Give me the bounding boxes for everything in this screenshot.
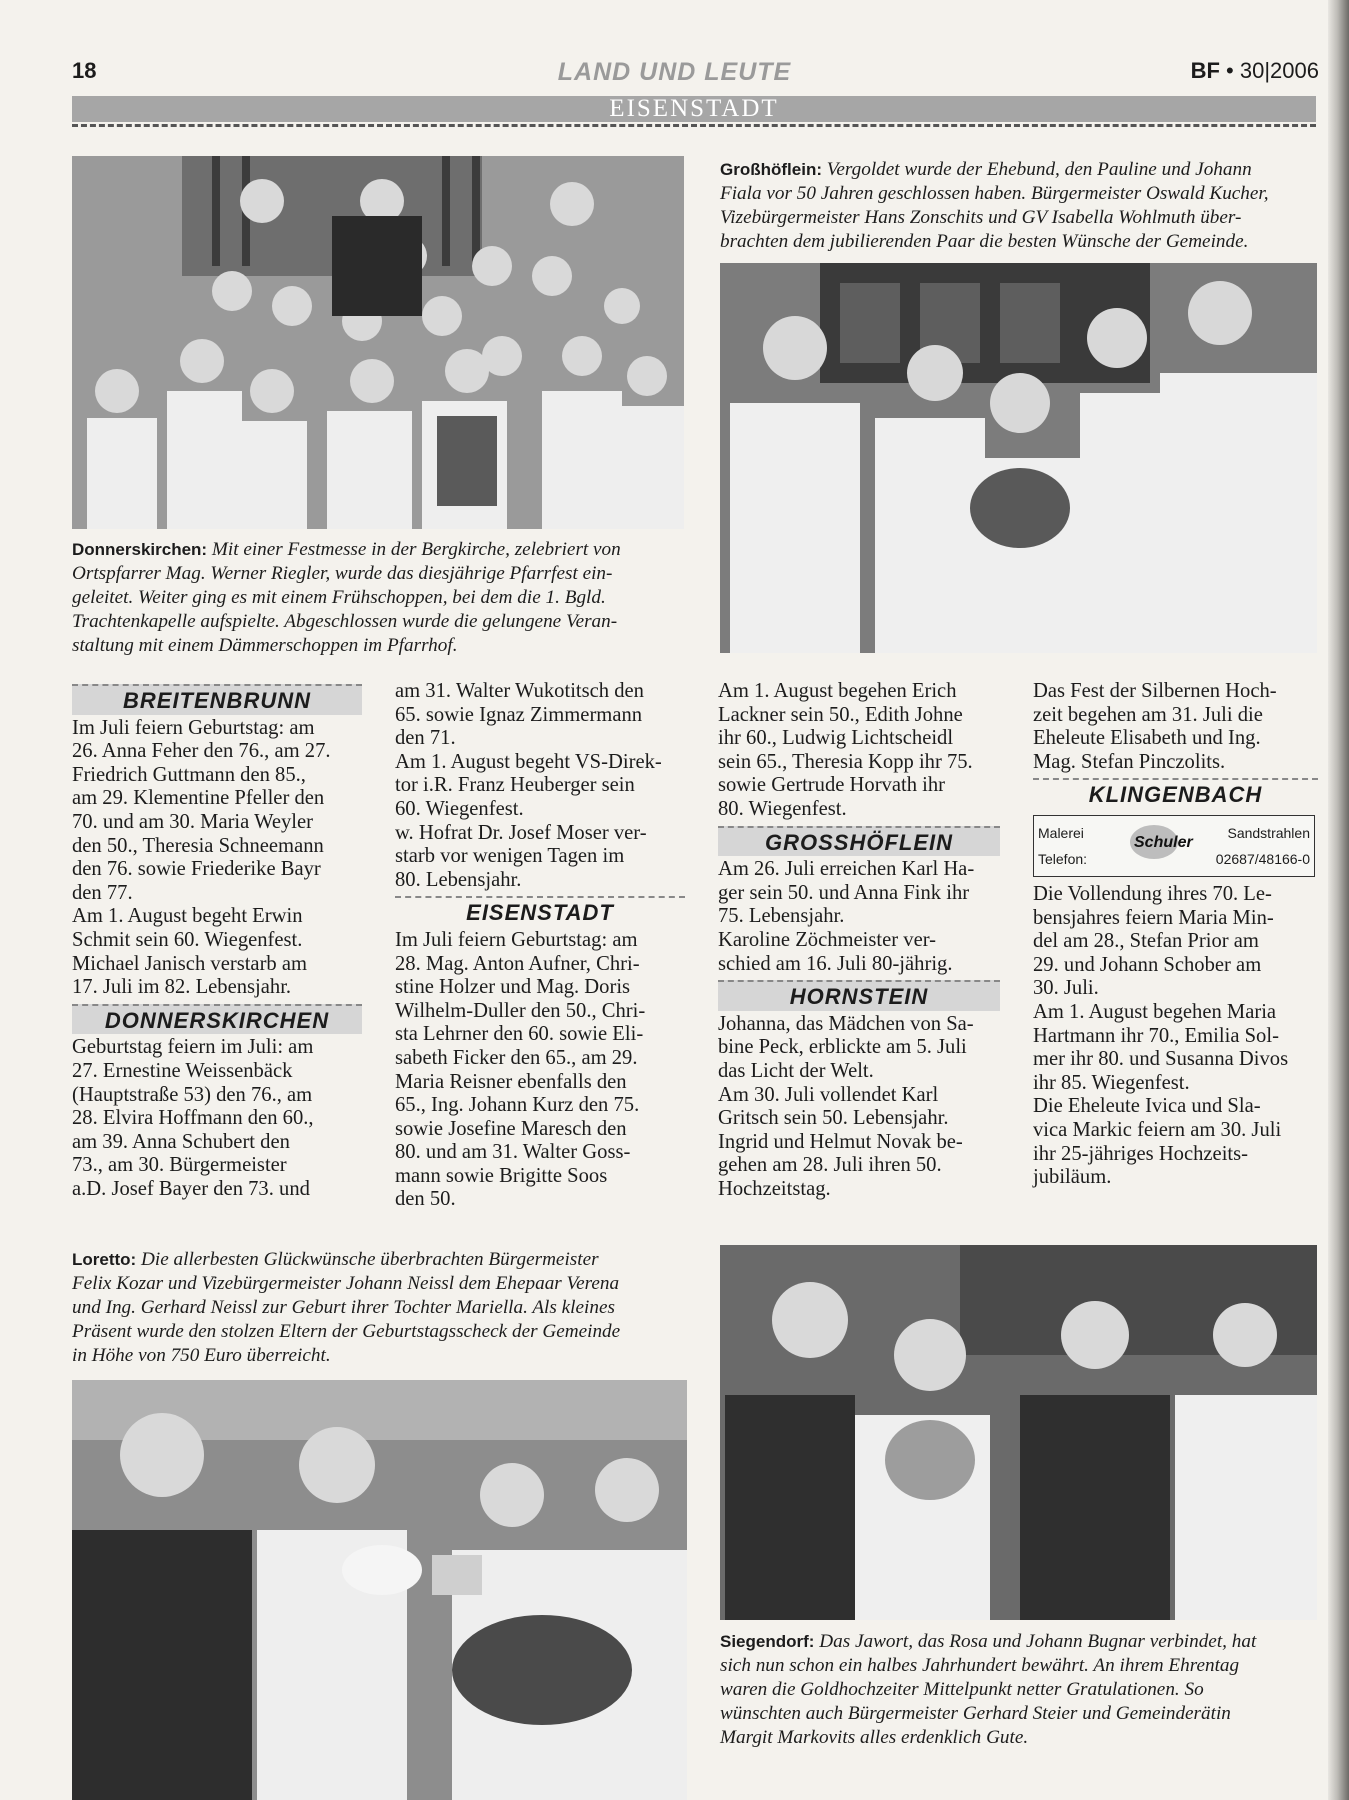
text-line: 80. Lebensjahr.: [395, 868, 522, 891]
ad-phone: 02687/48166-0: [1215, 851, 1310, 868]
text-line: den 71.: [395, 727, 456, 750]
text-line: w. Hofrat Dr. Josef Moser ver-: [395, 821, 647, 844]
photo-golden-wedding-couple: [720, 263, 1317, 653]
text-line: Ingrid und Helmut Novak be-: [718, 1130, 963, 1153]
caption-line: Trachtenkapelle aufspielte. Abgeschlossen wurde die gelungene Veran-: [72, 611, 618, 632]
text-line: Am 1. August begehen Erich: [718, 680, 957, 702]
text-line: Geburtstag feiern im Juli: am: [72, 1036, 314, 1059]
caption-line: Das Jawort, das Rosa und Johann Bugnar verbindet, hat: [819, 1631, 1257, 1652]
text-line: Maria Reisner ebenfalls den: [395, 1070, 627, 1093]
text-line: den 50., Theresia Schneemann: [72, 834, 324, 857]
caption-siegendorf: [720, 1630, 1320, 1750]
text-line: mann sowie Brigitte Soos: [395, 1164, 608, 1187]
text-line: ihr 25-jähriges Hochzeits-: [1033, 1142, 1249, 1165]
text-col3-top: [718, 680, 1000, 822]
ad-text: Malerei: [1038, 824, 1084, 841]
text-line: bine Peck, erblickte am 5. Juli: [718, 1036, 967, 1059]
column-1: [72, 680, 362, 1201]
text-line: Hochzeitstag.: [718, 1177, 831, 1200]
text-line: Mag. Stefan Pinczolits.: [1033, 750, 1226, 773]
text-line: den 50.: [395, 1188, 456, 1211]
column-4: [1033, 680, 1318, 1190]
page-edge-shadow: [1328, 0, 1349, 1800]
caption-line: sich nun schon ein halbes Jahrhundert bewährt. An ihrem Ehrentag: [720, 1655, 1240, 1676]
caption-line: Die allerbesten Glückwünsche überbrachten Bürgermeister: [141, 1249, 599, 1270]
caption-line: Felix Kozar und Vizebürgermeister Johann Neissl dem Ehepaar Verena: [72, 1273, 620, 1294]
heading-hornstein: HORNSTEIN: [718, 980, 1000, 1011]
text-donnerskirchen: [72, 1036, 362, 1201]
text-line: sabeth Ficker den 65., am 29.: [395, 1046, 638, 1069]
text-line: Am 26. Juli erreichen Karl Ha-: [718, 858, 975, 881]
caption-line: Vergoldet wurde der Ehebund, den Pauline und Johann: [826, 159, 1252, 180]
ad-text: Sandstrahlen: [1227, 824, 1310, 841]
caption-line: Vizebürgermeister Hans Zonschits und GV Isabella Wohlmuth über-: [720, 207, 1242, 228]
text-line: Am 1. August begeht Erwin: [72, 905, 303, 928]
text-line: vica Markic feiern am 30. Juli: [1033, 1118, 1282, 1141]
text-line: ger sein 50. und Anna Fink ihr: [718, 881, 970, 904]
text-line: den 76. sowie Friederike Bayr: [72, 858, 321, 881]
text-line: das Licht der Welt.: [718, 1059, 874, 1082]
text-breitenbrunn: [72, 717, 362, 1000]
caption-place: Siegendorf:: [720, 1632, 815, 1651]
column-2: [395, 680, 685, 1212]
text-line: am 31. Walter Wukotitsch den: [395, 680, 644, 702]
publication-name: BF: [1190, 58, 1220, 83]
issue-number: 30|2006: [1239, 58, 1319, 83]
caption-line: Fiala vor 50 Jahren geschlossen haben. Bürgermeister Oswald Kucher,: [720, 183, 1269, 204]
text-line: Johanna, das Mädchen von Sa-: [718, 1012, 974, 1035]
text-line: Gritsch sein 50. Lebensjahr.: [718, 1107, 949, 1130]
text-line: mer ihr 80. und Susanna Divos: [1033, 1048, 1289, 1071]
schuler-logo-icon: [1124, 822, 1214, 862]
text-line: starb vor wenigen Tagen im: [395, 845, 625, 868]
text-line: 60. Wiegenfest.: [395, 797, 524, 820]
text-line: 73., am 30. Bürgermeister: [72, 1154, 287, 1177]
text-line: Die Eheleute Ivica und Sla-: [1033, 1095, 1261, 1118]
text-line: schied am 16. Juli 80-jährig.: [718, 952, 953, 975]
text-line: Die Vollendung ihres 70. Le-: [1033, 882, 1272, 905]
text-line: Am 1. August begehen Maria: [1033, 1000, 1277, 1023]
caption-loretto: [72, 1248, 687, 1368]
caption-line: Ortspfarrer Mag. Werner Riegler, wurde das diesjährige Pfarrfest ein-: [72, 563, 613, 584]
text-line: 17. Juli im 82. Lebensjahr.: [72, 976, 292, 999]
text-line: gehen am 28. Juli ihren 50.: [718, 1154, 942, 1177]
text-line: Hartmann ihr 70., Emilia Sol-: [1033, 1024, 1279, 1047]
text-line: 28. Mag. Anton Aufner, Chri-: [395, 952, 640, 975]
text-line: 75. Lebensjahr.: [718, 905, 845, 928]
text-line: Eheleute Elisabeth und Ing.: [1033, 727, 1261, 750]
caption-line: brachten dem jubilierenden Paar die besten Wünsche der Gemeinde.: [720, 231, 1249, 252]
text-line: ihr 85. Wiegenfest.: [1033, 1071, 1190, 1094]
section-title: LAND UND LEUTE: [557, 58, 792, 86]
page-number: 18: [72, 58, 97, 83]
caption-place: Loretto:: [72, 1250, 137, 1269]
text-line: Das Fest der Silbernen Hoch-: [1033, 680, 1277, 702]
header-divider: [72, 124, 1316, 127]
text-line: Michael Janisch verstarb am: [72, 952, 308, 975]
text-line: Friedrich Guttmann den 85.,: [72, 763, 306, 786]
caption-line: Präsent wurde den stolzen Eltern der Geburtstagsscheck der Gemeinde: [72, 1321, 621, 1342]
text-line: 30. Juli.: [1033, 977, 1099, 1000]
caption-line: in Höhe von 750 Euro überreicht.: [72, 1345, 331, 1366]
text-line: ihr 60., Ludwig Lichtscheidl: [718, 727, 954, 750]
text-col4-top: [1033, 680, 1318, 774]
text-line: (Hauptstraße 53) den 76., am: [72, 1083, 313, 1106]
caption-place: Großhöflein:: [720, 160, 822, 179]
text-line: 65. sowie Ignaz Zimmermann: [395, 703, 643, 726]
photo-children-group: [72, 156, 684, 529]
text-line: sowie Gertrude Horvath ihr: [718, 774, 946, 797]
text-line: 27. Ernestine Weissenbäck: [72, 1059, 293, 1082]
text-line: del am 28., Stefan Prior am: [1033, 930, 1259, 953]
text-line: Im Juli feiern Geburtstag: am: [72, 716, 315, 739]
advertisement-schuler: [1033, 815, 1315, 877]
text-col2-top: [395, 680, 685, 892]
text-line: 28. Elvira Hoffmann den 60.,: [72, 1107, 314, 1130]
ad-text: Telefon:: [1038, 851, 1088, 868]
caption-place: Donnerskirchen:: [72, 540, 208, 559]
text-line: a.D. Josef Bayer den 73. und: [72, 1177, 310, 1200]
text-hornstein: [718, 1013, 1000, 1202]
text-eisenstadt: [395, 929, 685, 1212]
text-line: jubiläum.: [1033, 1166, 1112, 1189]
heading-grosshoeflein: GROSSHÖFLEIN: [718, 826, 1000, 857]
text-line: 80. Wiegenfest.: [718, 797, 847, 820]
text-line: Schmit sein 60. Wiegenfest.: [72, 928, 303, 951]
text-line: 26. Anna Feher den 76., am 27.: [72, 740, 331, 763]
text-klingenbach: [1033, 883, 1318, 1190]
text-line: Lackner sein 50., Edith Johne: [718, 703, 963, 726]
issue-info: BF • 30|2006: [1190, 58, 1319, 83]
caption-line: waren die Goldhochzeiter Mittelpunkt netter Gratulationen. So: [720, 1679, 1204, 1700]
caption-grosshoeflein: [720, 158, 1320, 254]
text-line: am 29. Klementine Pfeller den: [72, 787, 325, 810]
caption-donnerskirchen: [72, 538, 684, 658]
caption-line: staltung mit einem Dämmerschoppen im Pfarrhof.: [72, 635, 458, 656]
caption-line: und Ing. Gerhard Neissl zur Geburt ihrer Tochter Mariella. Als kleines: [72, 1297, 615, 1318]
text-line: 65., Ing. Johann Kurz den 75.: [395, 1094, 640, 1117]
photo-golden-wedding-siegendorf: [720, 1245, 1317, 1620]
text-grosshoeflein: [718, 858, 1000, 976]
caption-line: Mit einer Festmesse in der Bergkirche, zelebriert von: [211, 539, 621, 560]
text-line: zeit begehen am 31. Juli die: [1033, 703, 1263, 726]
region-title: EISENSTADT: [609, 95, 779, 122]
text-line: 70. und am 30. Maria Weyler: [72, 810, 314, 833]
heading-eisenstadt: EISENSTADT: [395, 896, 685, 927]
text-line: am 39. Anna Schubert den: [72, 1130, 290, 1153]
heading-klingenbach: KLINGENBACH: [1033, 778, 1318, 809]
text-line: tor i.R. Franz Heuberger sein: [395, 774, 635, 797]
text-line: Wilhelm-Duller den 50., Chri-: [395, 999, 646, 1022]
text-line: sowie Josefine Maresch den: [395, 1117, 627, 1140]
text-line: Karoline Zöchmeister ver-: [718, 928, 937, 951]
text-line: 80. und am 31. Walter Goss-: [395, 1141, 631, 1164]
text-line: Am 1. August begeht VS-Direk-: [395, 750, 662, 773]
caption-line: wünschten auch Bürgermeister Gerhard Steier und Gemeinderätin: [720, 1703, 1231, 1724]
text-line: sta Lehrner den 60. sowie Eli-: [395, 1023, 644, 1046]
text-line: stine Holzer und Mag. Doris: [395, 976, 631, 999]
text-line: 29. und Johann Schober am: [1033, 953, 1262, 976]
column-3: [718, 680, 1000, 1201]
text-line: den 77.: [72, 881, 133, 904]
text-line: Am 30. Juli vollendet Karl: [718, 1083, 939, 1106]
text-line: Im Juli feiern Geburtstag: am: [395, 928, 638, 951]
caption-line: Margit Markovits alles erdenklich Gute.: [720, 1727, 1029, 1748]
text-line: bensjahres feiern Maria Min-: [1033, 906, 1274, 929]
caption-line: geleitet. Weiter ging es mit einem Frühschoppen, bei dem die 1. Bgld.: [72, 587, 606, 608]
heading-donnerskirchen: DONNERSKIRCHEN: [72, 1004, 362, 1035]
heading-breitenbrunn: BREITENBRUNN: [72, 684, 362, 715]
text-line: sein 65., Theresia Kopp ihr 75.: [718, 750, 973, 773]
svg-text:Schuler: Schuler: [1134, 833, 1193, 851]
photo-family-with-newborn: [72, 1380, 687, 1800]
